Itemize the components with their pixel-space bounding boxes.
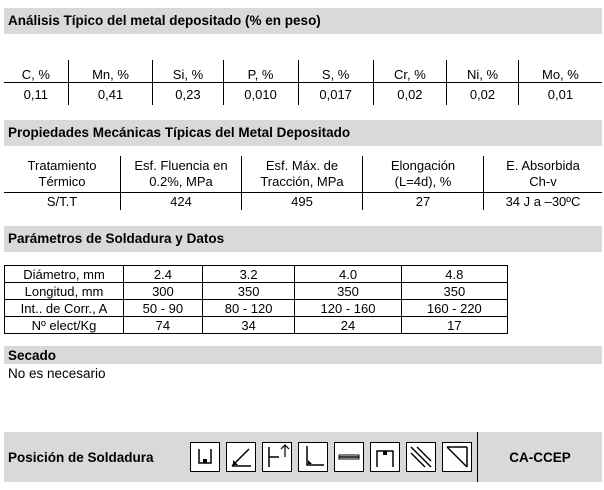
analisis-title: Análisis Típico del metal depositado (% en peso) xyxy=(8,13,321,28)
value-cell: 34 J a –30ºC xyxy=(484,193,603,211)
value-cell: 0,01 xyxy=(518,83,602,106)
value-cell: 34 xyxy=(202,317,295,334)
horizontal-position-icon xyxy=(334,442,364,472)
value-cell: 74 xyxy=(124,317,203,334)
properties-table xyxy=(4,156,602,210)
value-cell: 300 xyxy=(124,283,203,300)
header-cell: Elongación (L=4d), % xyxy=(363,156,484,193)
vertical-fillet-icon xyxy=(298,442,328,472)
header-cell: Esf. Máx. de Tracción, MPa xyxy=(242,156,363,193)
value-cell: 0,23 xyxy=(153,83,223,106)
parametros-title: Parámetros de Soldadura y Datos xyxy=(8,231,225,246)
parameters-table xyxy=(4,265,508,334)
value-cell: 0,41 xyxy=(68,83,153,106)
propiedades-header xyxy=(4,120,602,146)
value-cell: 424 xyxy=(121,193,242,211)
value-cell: 495 xyxy=(242,193,363,211)
table-row xyxy=(5,300,508,317)
secado-header xyxy=(4,346,602,364)
value-cell: 350 xyxy=(202,283,295,300)
position-icons xyxy=(190,442,472,472)
table-row xyxy=(5,283,508,300)
value-cell: 24 xyxy=(295,317,401,334)
analisis-header xyxy=(4,8,602,34)
position-bar xyxy=(4,432,602,482)
header-cell: Mo, % xyxy=(518,60,602,83)
vertical-up-icon xyxy=(262,442,292,472)
secado-title: Secado xyxy=(8,348,57,363)
parametros-header xyxy=(4,226,602,252)
header-cell: Cr, % xyxy=(373,60,446,83)
value-cell: 3.2 xyxy=(202,266,295,283)
value-cell: 17 xyxy=(401,317,507,334)
value-cell: 80 - 120 xyxy=(202,300,295,317)
value-cell: 120 - 160 xyxy=(295,300,401,317)
header-cell: Esf. Fluencia en 0.2%, MPa xyxy=(121,156,242,193)
value-cell: 350 xyxy=(295,283,401,300)
value-cell: 0,11 xyxy=(23,86,48,102)
value-cell: 0,02 xyxy=(373,83,446,106)
header-cell: Tratamiento Térmico xyxy=(4,156,121,193)
horizontal-fillet-icon xyxy=(226,442,256,472)
value-cell: 160 - 220 xyxy=(401,300,507,317)
value-cell: 4.8 xyxy=(401,266,507,283)
header-cell: E. Absorbida Ch-v xyxy=(484,156,603,193)
overhead-position-icon xyxy=(370,442,400,472)
flat-position-icon xyxy=(190,442,220,472)
value-cell: 2.4 xyxy=(124,266,203,283)
value-cell: 50 - 90 xyxy=(124,300,203,317)
header-cell: S, % xyxy=(298,60,373,83)
value-cell: 350 xyxy=(401,283,507,300)
header-cell: Mn, % xyxy=(68,60,153,83)
header-cell: Si, % xyxy=(153,60,223,83)
header-cell: P, % xyxy=(223,60,298,83)
header-cell: C, % xyxy=(4,60,68,83)
position-label: Posición de Soldadura xyxy=(8,450,154,465)
propiedades-title: Propiedades Mecánicas Típicas del Metal Depositado xyxy=(8,125,351,140)
value-cell: 0,02 xyxy=(447,83,519,106)
table-row xyxy=(5,317,508,334)
value-cell: 0,010 xyxy=(223,83,298,106)
row-label: Diámetro, mm xyxy=(5,266,124,283)
row-label: Longitud, mm xyxy=(5,283,124,300)
value-cell: 27 xyxy=(363,193,484,211)
secado-text: No es necesario xyxy=(8,366,106,381)
vertical-down-icon xyxy=(442,442,472,472)
current-type: CA-CCEP xyxy=(509,450,571,465)
header-cell: Ni, % xyxy=(447,60,519,83)
table-row xyxy=(5,266,508,283)
value-cell: 4.0 xyxy=(295,266,401,283)
value-cell: S/T.T xyxy=(46,193,78,209)
overhead-fillet-icon xyxy=(406,442,436,472)
row-label: Nº elect/Kg xyxy=(5,317,124,334)
row-label: Int.. de Corr., A xyxy=(5,300,124,317)
composition-table xyxy=(4,60,602,105)
value-cell: 0,017 xyxy=(298,83,373,106)
